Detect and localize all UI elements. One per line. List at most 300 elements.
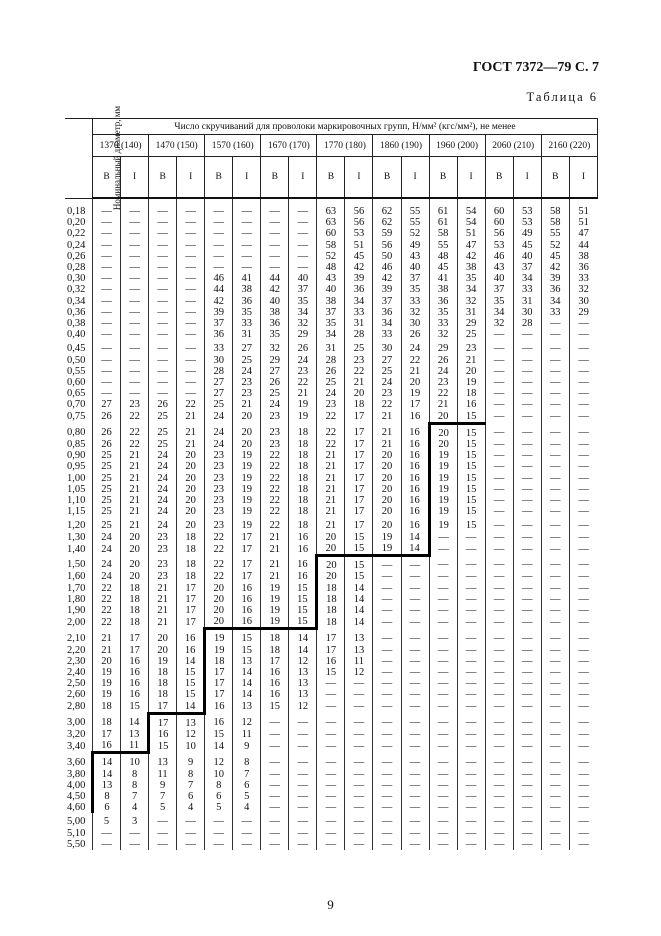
value-cell: 37 xyxy=(317,307,345,318)
value-cell: — xyxy=(569,411,597,424)
value-cell: 34 xyxy=(317,329,345,340)
value-cell: — xyxy=(485,713,513,729)
table-row xyxy=(65,273,598,284)
value-cell: 40 xyxy=(261,296,289,307)
value-cell: — xyxy=(205,198,233,217)
value-cell: 20 xyxy=(373,484,401,495)
value-cell: 16 xyxy=(289,571,317,582)
value-cell: 22 xyxy=(261,495,289,506)
value-cell: — xyxy=(373,828,401,839)
value-cell: — xyxy=(429,813,457,827)
value-cell: 19 xyxy=(373,532,401,543)
value-cell: 24 xyxy=(149,484,177,495)
table-row xyxy=(65,791,598,802)
value-cell: 14 xyxy=(345,616,373,629)
value-cell: — xyxy=(513,377,541,388)
value-cell: — xyxy=(93,340,121,354)
value-cell: — xyxy=(541,729,569,740)
value-cell: 34 xyxy=(485,307,513,318)
value-cell: — xyxy=(569,388,597,399)
diameter-cell: 2,00 xyxy=(67,616,86,628)
value-cell: — xyxy=(513,388,541,399)
value-cell: 18 xyxy=(317,616,345,629)
value-cell: — xyxy=(93,284,121,295)
table-row xyxy=(65,355,598,366)
value-cell: — xyxy=(569,839,597,850)
table-label: Таблица 6 xyxy=(526,90,598,104)
value-cell: 20 xyxy=(373,506,401,517)
value-cell: — xyxy=(205,217,233,228)
value-cell: 23 xyxy=(373,388,401,399)
value-cell: 15 xyxy=(457,484,485,495)
value-cell: — xyxy=(541,461,569,472)
value-cell: 63 xyxy=(317,217,345,228)
value-cell: — xyxy=(177,198,205,217)
value-cell: 21 xyxy=(457,355,485,366)
value-cell: 42 xyxy=(373,273,401,284)
value-cell: 59 xyxy=(373,228,401,239)
value-cell: 26 xyxy=(429,355,457,366)
value-cell: — xyxy=(569,484,597,495)
value-cell: — xyxy=(541,517,569,531)
value-cell: — xyxy=(93,273,121,284)
value-cell: — xyxy=(429,729,457,740)
value-cell: 40 xyxy=(513,251,541,262)
value-cell: 20 xyxy=(429,423,457,439)
value-cell: — xyxy=(457,780,485,791)
table-row xyxy=(65,769,598,780)
value-cell: 44 xyxy=(569,240,597,251)
value-cell: 17 xyxy=(345,439,373,450)
value-cell: 24 xyxy=(205,411,233,424)
value-cell: 21 xyxy=(261,532,289,543)
value-cell: — xyxy=(569,678,597,689)
value-cell: — xyxy=(513,399,541,410)
value-cell: — xyxy=(485,377,513,388)
value-cell: 48 xyxy=(317,262,345,273)
value-cell: 18 xyxy=(345,399,373,410)
value-cell: — xyxy=(149,307,177,318)
value-cell: 18 xyxy=(177,543,205,556)
value-cell: 19 xyxy=(93,689,121,700)
table-row xyxy=(65,296,598,307)
value-cell: — xyxy=(457,689,485,700)
value-cell: 14 xyxy=(177,701,205,714)
value-cell: 24 xyxy=(401,340,429,354)
value-cell: 23 xyxy=(261,411,289,424)
diameter-cell: 0,50 xyxy=(67,354,86,366)
subheader-row xyxy=(65,157,598,199)
value-cell: 41 xyxy=(233,273,261,284)
value-cell: 22 xyxy=(261,461,289,472)
value-cell: — xyxy=(569,366,597,377)
value-cell: 60 xyxy=(485,198,513,217)
table-row xyxy=(65,284,598,295)
value-cell: 23 xyxy=(205,517,233,531)
value-cell: 13 xyxy=(93,780,121,791)
value-cell: — xyxy=(485,629,513,645)
value-cell: — xyxy=(261,713,289,729)
type-i-header: I xyxy=(345,157,373,199)
value-cell: — xyxy=(233,828,261,839)
value-cell: 18 xyxy=(177,556,205,572)
value-cell: 19 xyxy=(261,583,289,594)
value-cell: 21 xyxy=(121,473,149,484)
value-cell: 17 xyxy=(205,689,233,700)
value-cell: — xyxy=(373,656,401,667)
value-cell: — xyxy=(401,656,429,667)
value-cell: 32 xyxy=(457,296,485,307)
value-cell: — xyxy=(457,543,485,556)
value-cell: 22 xyxy=(261,506,289,517)
value-cell: — xyxy=(317,839,345,850)
value-cell: 25 xyxy=(93,473,121,484)
value-cell: 19 xyxy=(261,616,289,629)
value-cell: — xyxy=(177,296,205,307)
value-cell: — xyxy=(569,780,597,791)
value-cell: — xyxy=(569,616,597,629)
value-cell: — xyxy=(457,605,485,616)
value-cell: 16 xyxy=(457,399,485,410)
value-cell: 24 xyxy=(149,506,177,517)
value-cell: — xyxy=(513,689,541,700)
value-cell: 15 xyxy=(233,645,261,656)
value-cell: 21 xyxy=(121,461,149,472)
value-cell: — xyxy=(513,740,541,753)
value-cell: — xyxy=(429,839,457,850)
value-cell: — xyxy=(177,217,205,228)
value-cell: — xyxy=(541,791,569,802)
value-cell: — xyxy=(569,473,597,484)
table-row xyxy=(65,366,598,377)
value-cell: — xyxy=(541,388,569,399)
value-cell: 23 xyxy=(121,399,149,410)
value-cell: 24 xyxy=(93,543,121,556)
value-cell: 29 xyxy=(569,307,597,318)
value-cell: — xyxy=(149,273,177,284)
value-cell: — xyxy=(177,318,205,329)
value-cell: 8 xyxy=(121,769,149,780)
value-cell: 20 xyxy=(373,495,401,506)
value-cell: 16 xyxy=(149,729,177,740)
value-cell: — xyxy=(401,753,429,769)
value-cell: 19 xyxy=(457,377,485,388)
value-cell: 17 xyxy=(345,506,373,517)
value-cell: — xyxy=(569,813,597,827)
value-cell: 53 xyxy=(513,198,541,217)
group-header-row xyxy=(65,135,598,157)
value-cell: 36 xyxy=(205,329,233,340)
value-cell: 35 xyxy=(289,296,317,307)
table-row xyxy=(65,594,598,605)
value-cell: — xyxy=(317,813,345,827)
value-cell: 30 xyxy=(569,296,597,307)
value-cell: 6 xyxy=(93,802,121,813)
value-cell: — xyxy=(485,329,513,340)
value-cell: 32 xyxy=(261,340,289,354)
value-cell: 24 xyxy=(93,556,121,572)
document-reference: ГОСТ 7372—79 С. 7 xyxy=(472,60,599,75)
diameter-cell: 0,45 xyxy=(67,343,86,355)
value-cell: 20 xyxy=(205,594,233,605)
value-cell: 7 xyxy=(149,791,177,802)
value-cell: 15 xyxy=(261,701,289,714)
value-cell: 23 xyxy=(233,377,261,388)
value-cell: — xyxy=(569,450,597,461)
value-cell: — xyxy=(513,461,541,472)
value-cell: — xyxy=(541,556,569,572)
diameter-cell: 1,40 xyxy=(67,543,86,555)
value-cell: — xyxy=(541,616,569,629)
value-cell: 20 xyxy=(401,377,429,388)
value-cell: — xyxy=(485,583,513,594)
value-cell: — xyxy=(541,543,569,556)
value-cell: 20 xyxy=(373,473,401,484)
value-cell: 23 xyxy=(205,450,233,461)
value-cell: 18 xyxy=(317,583,345,594)
value-cell: — xyxy=(289,839,317,850)
value-cell: — xyxy=(401,813,429,827)
value-cell: 28 xyxy=(317,355,345,366)
value-cell: 60 xyxy=(317,228,345,239)
value-cell: 23 xyxy=(261,423,289,439)
value-cell: — xyxy=(317,802,345,813)
value-cell: 37 xyxy=(513,262,541,273)
value-cell: — xyxy=(541,583,569,594)
value-cell: — xyxy=(149,296,177,307)
value-cell: — xyxy=(401,828,429,839)
value-cell: 51 xyxy=(345,240,373,251)
diameter-cell: 0,80 xyxy=(67,427,86,439)
value-cell: 24 xyxy=(289,355,317,366)
value-cell: — xyxy=(569,753,597,769)
value-cell: 18 xyxy=(205,656,233,667)
value-cell: 16 xyxy=(401,439,429,450)
value-cell: 26 xyxy=(289,340,317,354)
group-header: 2060 (210) xyxy=(485,135,541,157)
value-cell: — xyxy=(121,240,149,251)
group-header: 1370 (140) xyxy=(93,135,149,157)
value-cell: — xyxy=(541,532,569,543)
value-cell: — xyxy=(345,740,373,753)
value-cell: — xyxy=(513,616,541,629)
value-cell: 25 xyxy=(233,355,261,366)
value-cell: 55 xyxy=(401,198,429,217)
table-row xyxy=(65,667,598,678)
value-cell: 42 xyxy=(457,251,485,262)
value-cell: — xyxy=(513,594,541,605)
value-cell: 51 xyxy=(457,228,485,239)
value-cell: 14 xyxy=(121,713,149,729)
value-cell: 4 xyxy=(233,802,261,813)
value-cell: — xyxy=(401,645,429,656)
value-cell: 21 xyxy=(149,616,177,629)
value-cell: 18 xyxy=(317,605,345,616)
value-cell: — xyxy=(457,753,485,769)
value-cell: 7 xyxy=(233,769,261,780)
value-cell: — xyxy=(485,729,513,740)
value-cell: 33 xyxy=(373,329,401,340)
value-cell: — xyxy=(513,729,541,740)
table-row xyxy=(65,411,598,424)
value-cell: — xyxy=(93,377,121,388)
value-cell: 17 xyxy=(149,713,177,729)
value-cell: 56 xyxy=(345,217,373,228)
value-cell: 23 xyxy=(457,340,485,354)
table-row xyxy=(65,802,598,813)
value-cell: — xyxy=(513,506,541,517)
value-cell: — xyxy=(373,583,401,594)
value-cell: 36 xyxy=(345,284,373,295)
value-cell: 17 xyxy=(233,556,261,572)
group-header: 1470 (150) xyxy=(149,135,205,157)
value-cell: 26 xyxy=(93,439,121,450)
value-cell: 52 xyxy=(317,251,345,262)
value-cell: 23 xyxy=(261,439,289,450)
value-cell: 55 xyxy=(401,217,429,228)
value-cell: 32 xyxy=(569,284,597,295)
value-cell: 28 xyxy=(345,329,373,340)
value-cell: 29 xyxy=(289,329,317,340)
value-cell: — xyxy=(373,556,401,572)
value-cell: 16 xyxy=(121,678,149,689)
value-cell: — xyxy=(541,678,569,689)
value-cell: — xyxy=(569,439,597,450)
value-cell: — xyxy=(345,678,373,689)
value-cell: — xyxy=(289,251,317,262)
value-cell: 7 xyxy=(121,791,149,802)
table-row xyxy=(65,484,598,495)
value-cell: — xyxy=(289,769,317,780)
value-cell: — xyxy=(485,340,513,354)
value-cell: 18 xyxy=(289,439,317,450)
table-row xyxy=(65,217,598,228)
value-cell: 15 xyxy=(457,517,485,531)
value-cell: — xyxy=(345,729,373,740)
table-row xyxy=(65,780,598,791)
value-cell: 53 xyxy=(485,240,513,251)
table-row xyxy=(65,388,598,399)
value-cell: — xyxy=(513,495,541,506)
value-cell: 38 xyxy=(569,251,597,262)
value-cell: 22 xyxy=(93,583,121,594)
value-cell: — xyxy=(541,594,569,605)
value-cell: — xyxy=(373,689,401,700)
page-number: 9 xyxy=(327,897,334,912)
value-cell: — xyxy=(569,517,597,531)
value-cell: — xyxy=(457,769,485,780)
value-cell: 15 xyxy=(289,605,317,616)
value-cell: — xyxy=(233,198,261,217)
value-cell: 25 xyxy=(317,377,345,388)
value-cell: — xyxy=(541,689,569,700)
value-cell: — xyxy=(513,813,541,827)
table-row xyxy=(65,228,598,239)
value-cell: 19 xyxy=(233,450,261,461)
value-cell: 19 xyxy=(261,594,289,605)
value-cell: 38 xyxy=(233,284,261,295)
value-cell: 33 xyxy=(541,307,569,318)
value-cell: 58 xyxy=(317,240,345,251)
value-cell: 35 xyxy=(401,284,429,295)
value-cell: 23 xyxy=(149,532,177,543)
table-row xyxy=(65,318,598,329)
value-cell: — xyxy=(485,616,513,629)
value-cell: — xyxy=(317,678,345,689)
value-cell: 21 xyxy=(317,517,345,531)
diameter-cell: 1,15 xyxy=(67,506,86,518)
type-v-header: В xyxy=(149,157,177,199)
value-cell: 19 xyxy=(233,506,261,517)
value-cell: — xyxy=(513,678,541,689)
value-cell: 20 xyxy=(429,439,457,450)
value-cell: — xyxy=(261,791,289,802)
value-cell: 13 xyxy=(233,656,261,667)
value-cell: — xyxy=(485,839,513,850)
table-row xyxy=(65,713,598,729)
value-cell: 19 xyxy=(429,495,457,506)
value-cell: — xyxy=(373,667,401,678)
value-cell: 16 xyxy=(317,656,345,667)
value-cell: 15 xyxy=(345,532,373,543)
value-cell: 26 xyxy=(317,366,345,377)
value-cell: 49 xyxy=(513,228,541,239)
value-cell: — xyxy=(121,828,149,839)
value-cell: 22 xyxy=(373,399,401,410)
value-cell: — xyxy=(261,828,289,839)
value-cell: — xyxy=(541,329,569,340)
value-cell: — xyxy=(485,780,513,791)
table-row xyxy=(65,629,598,645)
value-cell: — xyxy=(513,780,541,791)
group-header: 1570 (160) xyxy=(205,135,261,157)
value-cell: 27 xyxy=(205,388,233,399)
diameter-cell: 0,38 xyxy=(67,318,86,330)
value-cell: 12 xyxy=(345,667,373,678)
value-cell: — xyxy=(233,813,261,827)
value-cell: — xyxy=(401,678,429,689)
value-cell: 11 xyxy=(121,740,149,753)
value-cell: — xyxy=(121,355,149,366)
value-cell: — xyxy=(149,240,177,251)
value-cell: 8 xyxy=(93,791,121,802)
value-cell: — xyxy=(345,713,373,729)
value-cell: 15 xyxy=(205,729,233,740)
value-cell: 15 xyxy=(177,689,205,700)
value-cell: — xyxy=(345,839,373,850)
diameter-cell: 0,55 xyxy=(67,365,86,377)
value-cell: — xyxy=(513,556,541,572)
value-cell: — xyxy=(261,753,289,769)
value-cell: — xyxy=(541,629,569,645)
value-cell: — xyxy=(569,713,597,729)
value-cell: 35 xyxy=(485,296,513,307)
value-cell: 23 xyxy=(149,543,177,556)
value-cell: — xyxy=(401,780,429,791)
diameter-cell: 3,40 xyxy=(67,740,86,752)
value-cell: — xyxy=(485,828,513,839)
value-cell: 21 xyxy=(121,506,149,517)
table-row xyxy=(65,262,598,273)
value-cell: 17 xyxy=(177,594,205,605)
value-cell: 52 xyxy=(401,228,429,239)
value-cell: 14 xyxy=(233,689,261,700)
value-cell: 30 xyxy=(401,318,429,329)
value-cell: — xyxy=(569,495,597,506)
value-cell: 22 xyxy=(317,439,345,450)
value-cell: 7 xyxy=(177,780,205,791)
value-cell: 45 xyxy=(541,251,569,262)
